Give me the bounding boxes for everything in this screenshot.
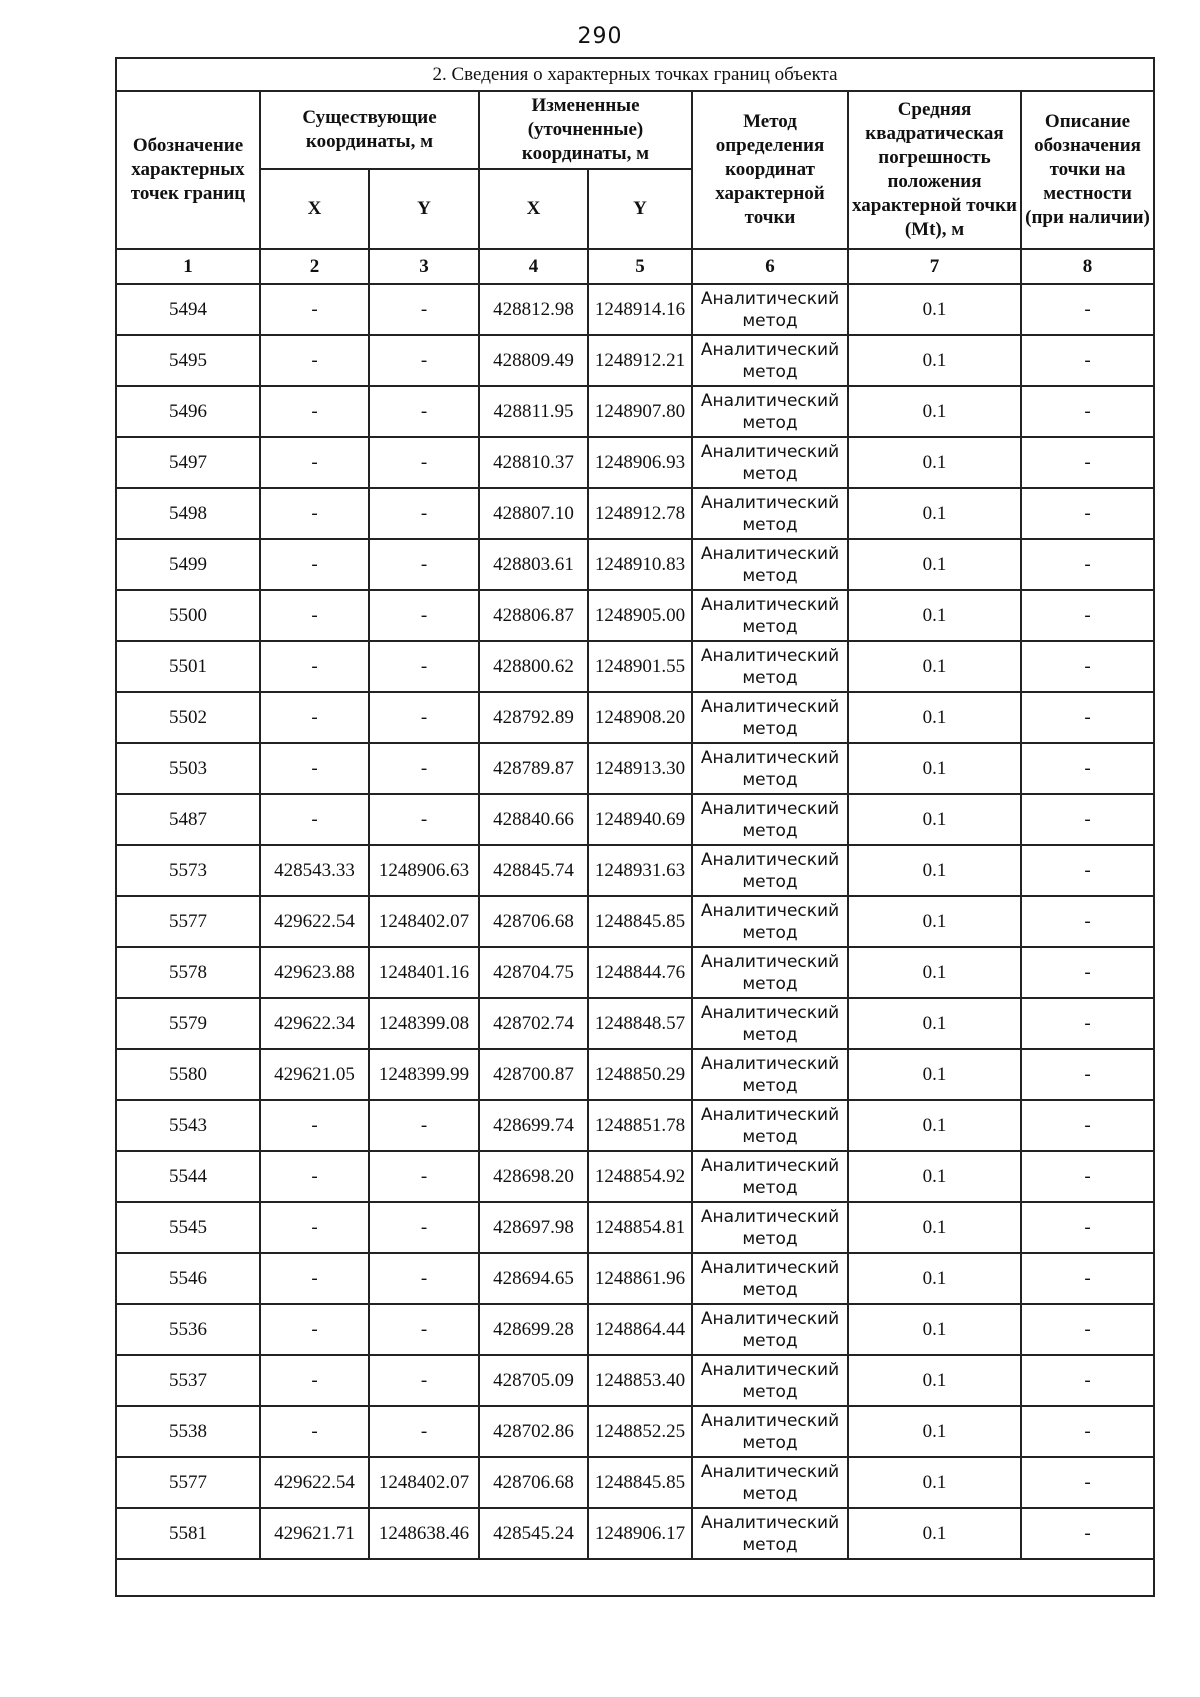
cell-existing-x: - <box>260 1202 369 1253</box>
cell-description: - <box>1021 1355 1154 1406</box>
cell-existing-y: - <box>369 1100 479 1151</box>
cell-description: - <box>1021 1253 1154 1304</box>
cell-existing-y: - <box>369 743 479 794</box>
cell-mean-error: 0.1 <box>848 437 1021 488</box>
cell-mean-error: 0.1 <box>848 1202 1021 1253</box>
column-number: 6 <box>692 249 848 284</box>
cell-existing-x: 429622.54 <box>260 1457 369 1508</box>
cell-description: - <box>1021 437 1154 488</box>
cell-existing-x: - <box>260 1355 369 1406</box>
cell-changed-x: 428706.68 <box>479 896 588 947</box>
cell-changed-x: 428699.74 <box>479 1100 588 1151</box>
cell-existing-x: - <box>260 1100 369 1151</box>
cell-existing-x: 429622.34 <box>260 998 369 1049</box>
cell-existing-x: 429623.88 <box>260 947 369 998</box>
cell-changed-y: 1248854.81 <box>588 1202 692 1253</box>
cell-method: Аналитический метод <box>692 1253 848 1304</box>
cell-description: - <box>1021 539 1154 590</box>
cell-method: Аналитический метод <box>692 743 848 794</box>
cell-method: Аналитический метод <box>692 1355 848 1406</box>
table-row <box>116 590 1154 641</box>
table-row <box>116 845 1154 896</box>
cell-changed-x: 428698.20 <box>479 1151 588 1202</box>
cell-existing-x: - <box>260 743 369 794</box>
cell-method: Аналитический метод <box>692 845 848 896</box>
cell-description: - <box>1021 1049 1154 1100</box>
cell-description: - <box>1021 1151 1154 1202</box>
table-row <box>116 998 1154 1049</box>
table-row <box>116 1508 1154 1559</box>
cell-existing-y: - <box>369 1355 479 1406</box>
cell-mean-error: 0.1 <box>848 386 1021 437</box>
table-row <box>116 1253 1154 1304</box>
cell-changed-y: 1248910.83 <box>588 539 692 590</box>
cell-changed-y: 1248848.57 <box>588 998 692 1049</box>
cell-point-id: 5499 <box>116 539 260 590</box>
cell-description: - <box>1021 947 1154 998</box>
cell-method: Аналитический метод <box>692 539 848 590</box>
cell-changed-y: 1248914.16 <box>588 284 692 335</box>
column-number: 3 <box>369 249 479 284</box>
cell-mean-error: 0.1 <box>848 692 1021 743</box>
cell-method: Аналитический метод <box>692 794 848 845</box>
cell-mean-error: 0.1 <box>848 998 1021 1049</box>
cell-mean-error: 0.1 <box>848 539 1021 590</box>
cell-point-id: 5546 <box>116 1253 260 1304</box>
cell-method: Аналитический метод <box>692 692 848 743</box>
cell-point-id: 5580 <box>116 1049 260 1100</box>
cell-point-id: 5495 <box>116 335 260 386</box>
cell-existing-x: - <box>260 1304 369 1355</box>
header-existing-coords: Существующие координаты, м <box>260 91 479 169</box>
cell-changed-y: 1248861.96 <box>588 1253 692 1304</box>
cell-existing-y: 1248399.99 <box>369 1049 479 1100</box>
column-number: 7 <box>848 249 1021 284</box>
table-row <box>116 1049 1154 1100</box>
cell-existing-x: - <box>260 692 369 743</box>
cell-existing-x: - <box>260 1151 369 1202</box>
cell-existing-x: 428543.33 <box>260 845 369 896</box>
cell-existing-y: - <box>369 1304 479 1355</box>
cell-description: - <box>1021 386 1154 437</box>
cell-mean-error: 0.1 <box>848 641 1021 692</box>
cell-point-id: 5544 <box>116 1151 260 1202</box>
cell-method: Аналитический метод <box>692 1457 848 1508</box>
cell-changed-y: 1248853.40 <box>588 1355 692 1406</box>
cell-changed-x: 428811.95 <box>479 386 588 437</box>
cell-point-id: 5537 <box>116 1355 260 1406</box>
cell-point-id: 5496 <box>116 386 260 437</box>
page-number: 290 <box>577 24 623 49</box>
cell-changed-x: 428697.98 <box>479 1202 588 1253</box>
cell-point-id: 5497 <box>116 437 260 488</box>
cell-description: - <box>1021 335 1154 386</box>
cell-changed-y: 1248850.29 <box>588 1049 692 1100</box>
cell-existing-x: - <box>260 335 369 386</box>
cell-mean-error: 0.1 <box>848 896 1021 947</box>
cell-changed-y: 1248851.78 <box>588 1100 692 1151</box>
cell-point-id: 5501 <box>116 641 260 692</box>
cell-mean-error: 0.1 <box>848 1355 1021 1406</box>
cell-existing-x: - <box>260 437 369 488</box>
cell-changed-y: 1248912.78 <box>588 488 692 539</box>
cell-method: Аналитический метод <box>692 1100 848 1151</box>
table-row <box>116 539 1154 590</box>
cell-changed-x: 428840.66 <box>479 794 588 845</box>
cell-changed-x: 428545.24 <box>479 1508 588 1559</box>
cell-changed-x: 428789.87 <box>479 743 588 794</box>
cell-changed-y: 1248906.17 <box>588 1508 692 1559</box>
cell-changed-y: 1248940.69 <box>588 794 692 845</box>
cell-changed-x: 428806.87 <box>479 590 588 641</box>
cell-existing-x: - <box>260 488 369 539</box>
cell-mean-error: 0.1 <box>848 488 1021 539</box>
cell-changed-y: 1248912.21 <box>588 335 692 386</box>
cell-existing-y: - <box>369 488 479 539</box>
table-row <box>116 641 1154 692</box>
table-row <box>116 692 1154 743</box>
cell-method: Аналитический метод <box>692 386 848 437</box>
boundary-points-table <box>115 57 1155 1597</box>
cell-changed-x: 428810.37 <box>479 437 588 488</box>
cell-method: Аналитический метод <box>692 1049 848 1100</box>
cell-mean-error: 0.1 <box>848 284 1021 335</box>
cell-changed-y: 1248845.85 <box>588 1457 692 1508</box>
cell-changed-x: 428807.10 <box>479 488 588 539</box>
cell-existing-y: - <box>369 1406 479 1457</box>
cell-existing-y: - <box>369 590 479 641</box>
cell-changed-y: 1248906.93 <box>588 437 692 488</box>
cell-changed-x: 428803.61 <box>479 539 588 590</box>
header-changed-y: Y <box>588 169 692 249</box>
cell-mean-error: 0.1 <box>848 1151 1021 1202</box>
cell-changed-x: 428792.89 <box>479 692 588 743</box>
table-row <box>116 743 1154 794</box>
cell-changed-y: 1248913.30 <box>588 743 692 794</box>
cell-point-id: 5487 <box>116 794 260 845</box>
cell-method: Аналитический метод <box>692 998 848 1049</box>
cell-description: - <box>1021 1457 1154 1508</box>
cell-changed-y: 1248844.76 <box>588 947 692 998</box>
cell-existing-y: 1248399.08 <box>369 998 479 1049</box>
cell-existing-y: - <box>369 284 479 335</box>
cell-existing-x: 429621.05 <box>260 1049 369 1100</box>
cell-method: Аналитический метод <box>692 284 848 335</box>
cell-mean-error: 0.1 <box>848 743 1021 794</box>
cell-mean-error: 0.1 <box>848 947 1021 998</box>
cell-mean-error: 0.1 <box>848 1406 1021 1457</box>
cell-changed-y: 1248845.85 <box>588 896 692 947</box>
cell-mean-error: 0.1 <box>848 1049 1021 1100</box>
cell-existing-y: - <box>369 692 479 743</box>
cell-description: - <box>1021 488 1154 539</box>
cell-existing-y: 1248906.63 <box>369 845 479 896</box>
cell-mean-error: 0.1 <box>848 794 1021 845</box>
table-row <box>116 1100 1154 1151</box>
cell-point-id: 5498 <box>116 488 260 539</box>
column-number: 4 <box>479 249 588 284</box>
header-existing-y: Y <box>369 169 479 249</box>
cell-point-id: 5578 <box>116 947 260 998</box>
header-mean-error: Средняя квадратическая погрешность положения характерной точки (Mt), м <box>848 91 1021 249</box>
cell-point-id: 5545 <box>116 1202 260 1253</box>
cell-description: - <box>1021 1508 1154 1559</box>
cell-method: Аналитический метод <box>692 641 848 692</box>
table-row <box>116 1151 1154 1202</box>
cell-existing-y: - <box>369 1151 479 1202</box>
empty-row <box>116 1559 1154 1596</box>
cell-description: - <box>1021 743 1154 794</box>
cell-changed-x: 428706.68 <box>479 1457 588 1508</box>
cell-changed-y: 1248905.00 <box>588 590 692 641</box>
cell-mean-error: 0.1 <box>848 845 1021 896</box>
cell-changed-x: 428694.65 <box>479 1253 588 1304</box>
cell-point-id: 5573 <box>116 845 260 896</box>
cell-method: Аналитический метод <box>692 1151 848 1202</box>
cell-description: - <box>1021 1100 1154 1151</box>
cell-existing-x: - <box>260 386 369 437</box>
column-number: 1 <box>116 249 260 284</box>
cell-method: Аналитический метод <box>692 590 848 641</box>
cell-existing-y: - <box>369 335 479 386</box>
header-row-top <box>116 91 1154 169</box>
cell-point-id: 5538 <box>116 1406 260 1457</box>
table-row <box>116 488 1154 539</box>
cell-point-id: 5579 <box>116 998 260 1049</box>
cell-mean-error: 0.1 <box>848 1100 1021 1151</box>
table-row <box>116 794 1154 845</box>
cell-point-id: 5577 <box>116 896 260 947</box>
table-row <box>116 335 1154 386</box>
cell-point-id: 5536 <box>116 1304 260 1355</box>
table-row <box>116 1457 1154 1508</box>
cell-existing-x: - <box>260 284 369 335</box>
cell-existing-x: 429622.54 <box>260 896 369 947</box>
cell-changed-x: 428800.62 <box>479 641 588 692</box>
cell-changed-y: 1248908.20 <box>588 692 692 743</box>
cell-description: - <box>1021 692 1154 743</box>
cell-changed-y: 1248931.63 <box>588 845 692 896</box>
cell-description: - <box>1021 284 1154 335</box>
cell-mean-error: 0.1 <box>848 1457 1021 1508</box>
cell-method: Аналитический метод <box>692 1304 848 1355</box>
table-row <box>116 896 1154 947</box>
cell-mean-error: 0.1 <box>848 335 1021 386</box>
cell-changed-y: 1248852.25 <box>588 1406 692 1457</box>
cell-existing-y: - <box>369 539 479 590</box>
header-point-designation: Обозначение характерных точек границ <box>116 91 260 249</box>
table-row <box>116 1202 1154 1253</box>
cell-changed-y: 1248907.80 <box>588 386 692 437</box>
section-title: 2. Сведения о характерных точках границ объекта <box>116 58 1154 91</box>
cell-changed-x: 428700.87 <box>479 1049 588 1100</box>
column-number: 5 <box>588 249 692 284</box>
section-title-row <box>116 58 1154 91</box>
cell-method: Аналитический метод <box>692 335 848 386</box>
cell-point-id: 5581 <box>116 1508 260 1559</box>
table-row <box>116 284 1154 335</box>
cell-point-id: 5500 <box>116 590 260 641</box>
cell-description: - <box>1021 1304 1154 1355</box>
cell-point-id: 5494 <box>116 284 260 335</box>
cell-existing-y: 1248638.46 <box>369 1508 479 1559</box>
cell-description: - <box>1021 896 1154 947</box>
cell-existing-x: - <box>260 539 369 590</box>
column-number: 8 <box>1021 249 1154 284</box>
cell-method: Аналитический метод <box>692 437 848 488</box>
cell-mean-error: 0.1 <box>848 1253 1021 1304</box>
cell-mean-error: 0.1 <box>848 590 1021 641</box>
cell-changed-x: 428705.09 <box>479 1355 588 1406</box>
table-row <box>116 437 1154 488</box>
cell-existing-x: - <box>260 590 369 641</box>
cell-existing-x: - <box>260 641 369 692</box>
cell-existing-x: - <box>260 794 369 845</box>
cell-method: Аналитический метод <box>692 1406 848 1457</box>
cell-changed-y: 1248864.44 <box>588 1304 692 1355</box>
cell-changed-x: 428704.75 <box>479 947 588 998</box>
header-changed-coords: Измененные (уточненные) координаты, м <box>479 91 692 169</box>
cell-description: - <box>1021 845 1154 896</box>
cell-method: Аналитический метод <box>692 947 848 998</box>
cell-mean-error: 0.1 <box>848 1304 1021 1355</box>
cell-point-id: 5577 <box>116 1457 260 1508</box>
cell-changed-x: 428845.74 <box>479 845 588 896</box>
cell-existing-y: 1248401.16 <box>369 947 479 998</box>
cell-point-id: 5502 <box>116 692 260 743</box>
cell-existing-y: 1248402.07 <box>369 1457 479 1508</box>
cell-existing-y: - <box>369 1202 479 1253</box>
cell-changed-y: 1248901.55 <box>588 641 692 692</box>
header-description: Описание обозначения точки на местности (при наличии) <box>1021 91 1154 249</box>
cell-changed-x: 428809.49 <box>479 335 588 386</box>
cell-existing-x: 429621.71 <box>260 1508 369 1559</box>
empty-cell <box>116 1559 1154 1596</box>
cell-description: - <box>1021 794 1154 845</box>
cell-existing-y: - <box>369 794 479 845</box>
cell-changed-x: 428699.28 <box>479 1304 588 1355</box>
cell-description: - <box>1021 1406 1154 1457</box>
cell-description: - <box>1021 1202 1154 1253</box>
column-number: 2 <box>260 249 369 284</box>
column-number-row <box>116 249 1154 284</box>
header-changed-x: X <box>479 169 588 249</box>
cell-existing-y: 1248402.07 <box>369 896 479 947</box>
table-row <box>116 947 1154 998</box>
cell-existing-y: - <box>369 1253 479 1304</box>
header-method: Метод определения координат характерной точки <box>692 91 848 249</box>
cell-method: Аналитический метод <box>692 1202 848 1253</box>
cell-description: - <box>1021 641 1154 692</box>
table-row <box>116 1406 1154 1457</box>
cell-changed-x: 428702.74 <box>479 998 588 1049</box>
table-row <box>116 1304 1154 1355</box>
cell-description: - <box>1021 590 1154 641</box>
cell-method: Аналитический метод <box>692 1508 848 1559</box>
cell-changed-x: 428812.98 <box>479 284 588 335</box>
cell-description: - <box>1021 998 1154 1049</box>
cell-existing-y: - <box>369 437 479 488</box>
cell-method: Аналитический метод <box>692 896 848 947</box>
cell-existing-y: - <box>369 386 479 437</box>
header-existing-x: X <box>260 169 369 249</box>
table-row <box>116 386 1154 437</box>
cell-mean-error: 0.1 <box>848 1508 1021 1559</box>
cell-changed-x: 428702.86 <box>479 1406 588 1457</box>
cell-existing-x: - <box>260 1253 369 1304</box>
cell-point-id: 5503 <box>116 743 260 794</box>
cell-changed-y: 1248854.92 <box>588 1151 692 1202</box>
cell-point-id: 5543 <box>116 1100 260 1151</box>
cell-existing-y: - <box>369 641 479 692</box>
table-row <box>116 1355 1154 1406</box>
cell-existing-x: - <box>260 1406 369 1457</box>
cell-method: Аналитический метод <box>692 488 848 539</box>
